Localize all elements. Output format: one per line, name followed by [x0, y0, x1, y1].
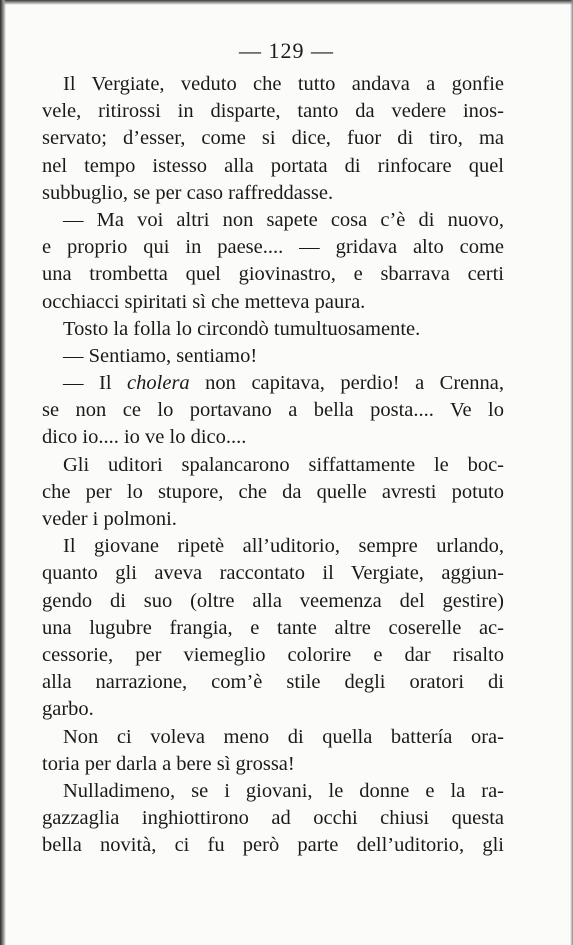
text-line: vele, ritirossi in disparte, tanto da vedere inos- — [42, 100, 504, 123]
text-line: cessorie, per viemeglio colorire e dar risalto — [42, 643, 504, 666]
text-line: una lugubre frangia, e tante altre coserelle ac- — [42, 616, 504, 639]
text-line: servato; d’esser, come si dice, fuor di tiro, ma — [42, 127, 504, 150]
text-line: veder i polmoni. — [42, 508, 177, 530]
text-line: che per lo stupore, che da quelle avresti potuto — [42, 480, 504, 503]
text-line: — Il cholera non capitava, perdio! a Crenna, — [63, 372, 504, 395]
text-line: Non ci voleva meno di quella battería ora- — [63, 725, 504, 748]
text-line: Il giovane ripetè all’uditorio, sempre urlando, — [63, 535, 504, 558]
body-text — [42, 71, 504, 859]
text-line: Nulladimeno, se i giovani, le donne e la ra- — [63, 779, 504, 802]
text-line: Tosto la folla lo circondò tumultuosamente. — [63, 317, 421, 340]
text-line: se non ce lo portavano a bella posta.... Ve lo — [42, 399, 504, 422]
text-line: una trombetta quel giovinastro, e sbarrava certi — [42, 263, 504, 286]
text-line: gendo di suo (oltre alla veemenza del gestire) — [42, 589, 504, 612]
text-line: Il Vergiate, veduto che tutto andava a gonfie — [63, 73, 504, 95]
text-line: Gli uditori spalancarono siffattamente le boc- — [63, 453, 504, 476]
text-line: gazzaglia inghiottirono ad occhi chiusi questa — [42, 807, 504, 830]
text-line: e proprio qui in paese.... — gridava alto come — [42, 236, 504, 259]
text-line: bella novità, ci fu però parte dell’uditorio, gli — [42, 834, 504, 857]
text-line: quanto gli aveva raccontato il Vergiate, aggiun- — [42, 562, 504, 585]
text-line: alla narrazione, com’è stile degli oratori di — [42, 671, 504, 694]
text-line: nel tempo istesso alla portata di rinfocare quel — [42, 154, 504, 177]
text-line: subbuglio, se per caso raffreddasse. — [42, 181, 334, 204]
text-line: toria per darla a bere sì grossa! — [42, 752, 295, 775]
page-edge-shadow-top — [0, 0, 573, 5]
page-edge-shadow-left — [0, 0, 6, 945]
text-line: garbo. — [42, 698, 94, 721]
text-line: occhiacci spiritati sì che metteva paura. — [42, 290, 366, 313]
page-number: — 129 — — [239, 38, 334, 63]
text-line: dico io.... io ve lo dico.... — [42, 426, 247, 449]
text-line: — Sentiamo, sentiamo! — [63, 344, 258, 367]
text-line: — Ma voi altri non sapete cosa c’è di nuovo, — [63, 208, 504, 231]
italic-word: cholera — [127, 372, 190, 395]
